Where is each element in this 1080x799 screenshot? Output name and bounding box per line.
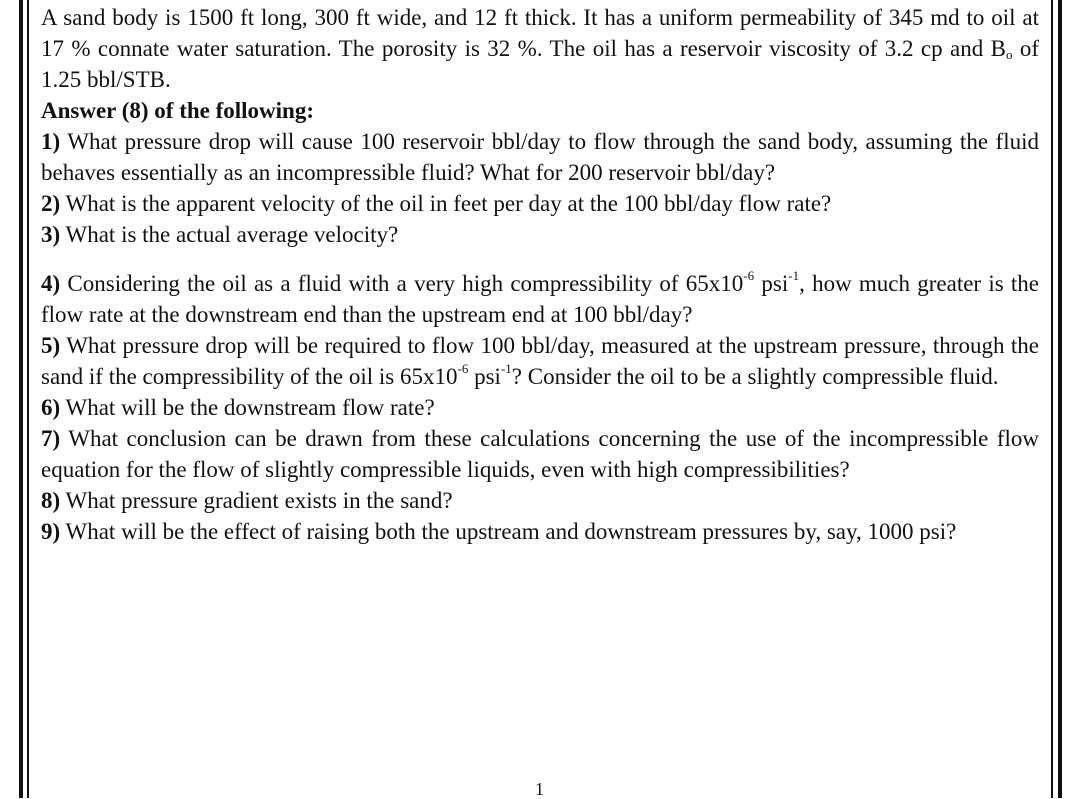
question-9 — [41, 516, 1039, 547]
question-text-a: What pressure drop will be required to flow 100 bbl/day, measured at the upstream pressure, through the sand if the compressibility of the oil is 65x10 — [41, 333, 1039, 389]
problem-text-b: of 1.25 bbl/STB. — [41, 36, 1039, 92]
paragraph-gap — [41, 250, 1039, 268]
question-number: 8) — [41, 488, 61, 513]
superscript: -1 — [788, 268, 800, 283]
question-text-b: psi — [754, 271, 789, 296]
question-2 — [41, 188, 1039, 219]
page-number: 1 — [535, 779, 544, 799]
question-text-c: ? Consider the oil to be a slightly compressible fluid. — [511, 364, 999, 389]
question-text-b: psi — [468, 364, 501, 389]
question-text: What pressure drop will cause 100 reservoir bbl/day to flow through the sand body, assuming the fluid behaves essentially as an incompressible fluid? What for 200 reservoir bbl/day? — [41, 129, 1039, 185]
page-border-right — [1058, 0, 1062, 798]
question-1 — [41, 126, 1039, 188]
question-5 — [41, 330, 1039, 392]
question-6 — [41, 392, 1039, 423]
question-8 — [41, 485, 1039, 516]
page-border-left — [19, 0, 23, 798]
page-border-left-inner — [27, 0, 29, 798]
question-text: What is the apparent velocity of the oil in feet per day at the 100 bbl/day flow rate? — [65, 191, 832, 216]
question-text: What will be the effect of raising both the upstream and downstream pressures by, say, 1000 psi? — [65, 519, 957, 544]
question-3 — [41, 219, 1039, 250]
question-text-a: Considering the oil as a fluid with a very high compressibility of 65x10 — [67, 271, 744, 296]
question-number: 5) — [41, 333, 61, 358]
question-number: 1) — [41, 129, 61, 154]
question-text: What pressure gradient exists in the sand? — [65, 488, 453, 513]
question-text: What is the actual average velocity? — [65, 222, 399, 247]
problem-statement — [41, 2, 1039, 95]
question-number: 9) — [41, 519, 61, 544]
question-text-c: , how much greater is the flow rate at the downstream end than the upstream end at 100 bbl/day? — [41, 271, 1040, 327]
question-number: 2) — [41, 191, 61, 216]
problem-subscript: o — [1005, 47, 1013, 62]
document-body — [41, 2, 1039, 547]
superscript: -1 — [500, 361, 512, 376]
problem-text-a: A sand body is 1500 ft long, 300 ft wide, and 12 ft thick. It has a uniform permeability of 345 md to oil at 17 % connate water saturation. The porosity is 32 %. The oil has a reservoir viscosity of 3.2 cp and B — [41, 5, 1039, 61]
question-number: 7) — [41, 426, 61, 451]
question-number: 3) — [41, 222, 61, 247]
question-4 — [41, 268, 1039, 330]
page-border-right-inner — [1051, 0, 1053, 798]
question-text: What conclusion can be drawn from these calculations concerning the use of the incompressible flow equation for the flow of slightly compressible liquids, even with high compressibilities? — [41, 426, 1039, 482]
question-7 — [41, 423, 1039, 485]
superscript: -6 — [743, 268, 755, 283]
question-number: 6) — [41, 395, 61, 420]
superscript: -6 — [457, 361, 469, 376]
question-text: What will be the downstream flow rate? — [65, 395, 435, 420]
question-number: 4) — [41, 271, 61, 296]
instructions-heading: Answer (8) of the following: — [41, 98, 314, 123]
